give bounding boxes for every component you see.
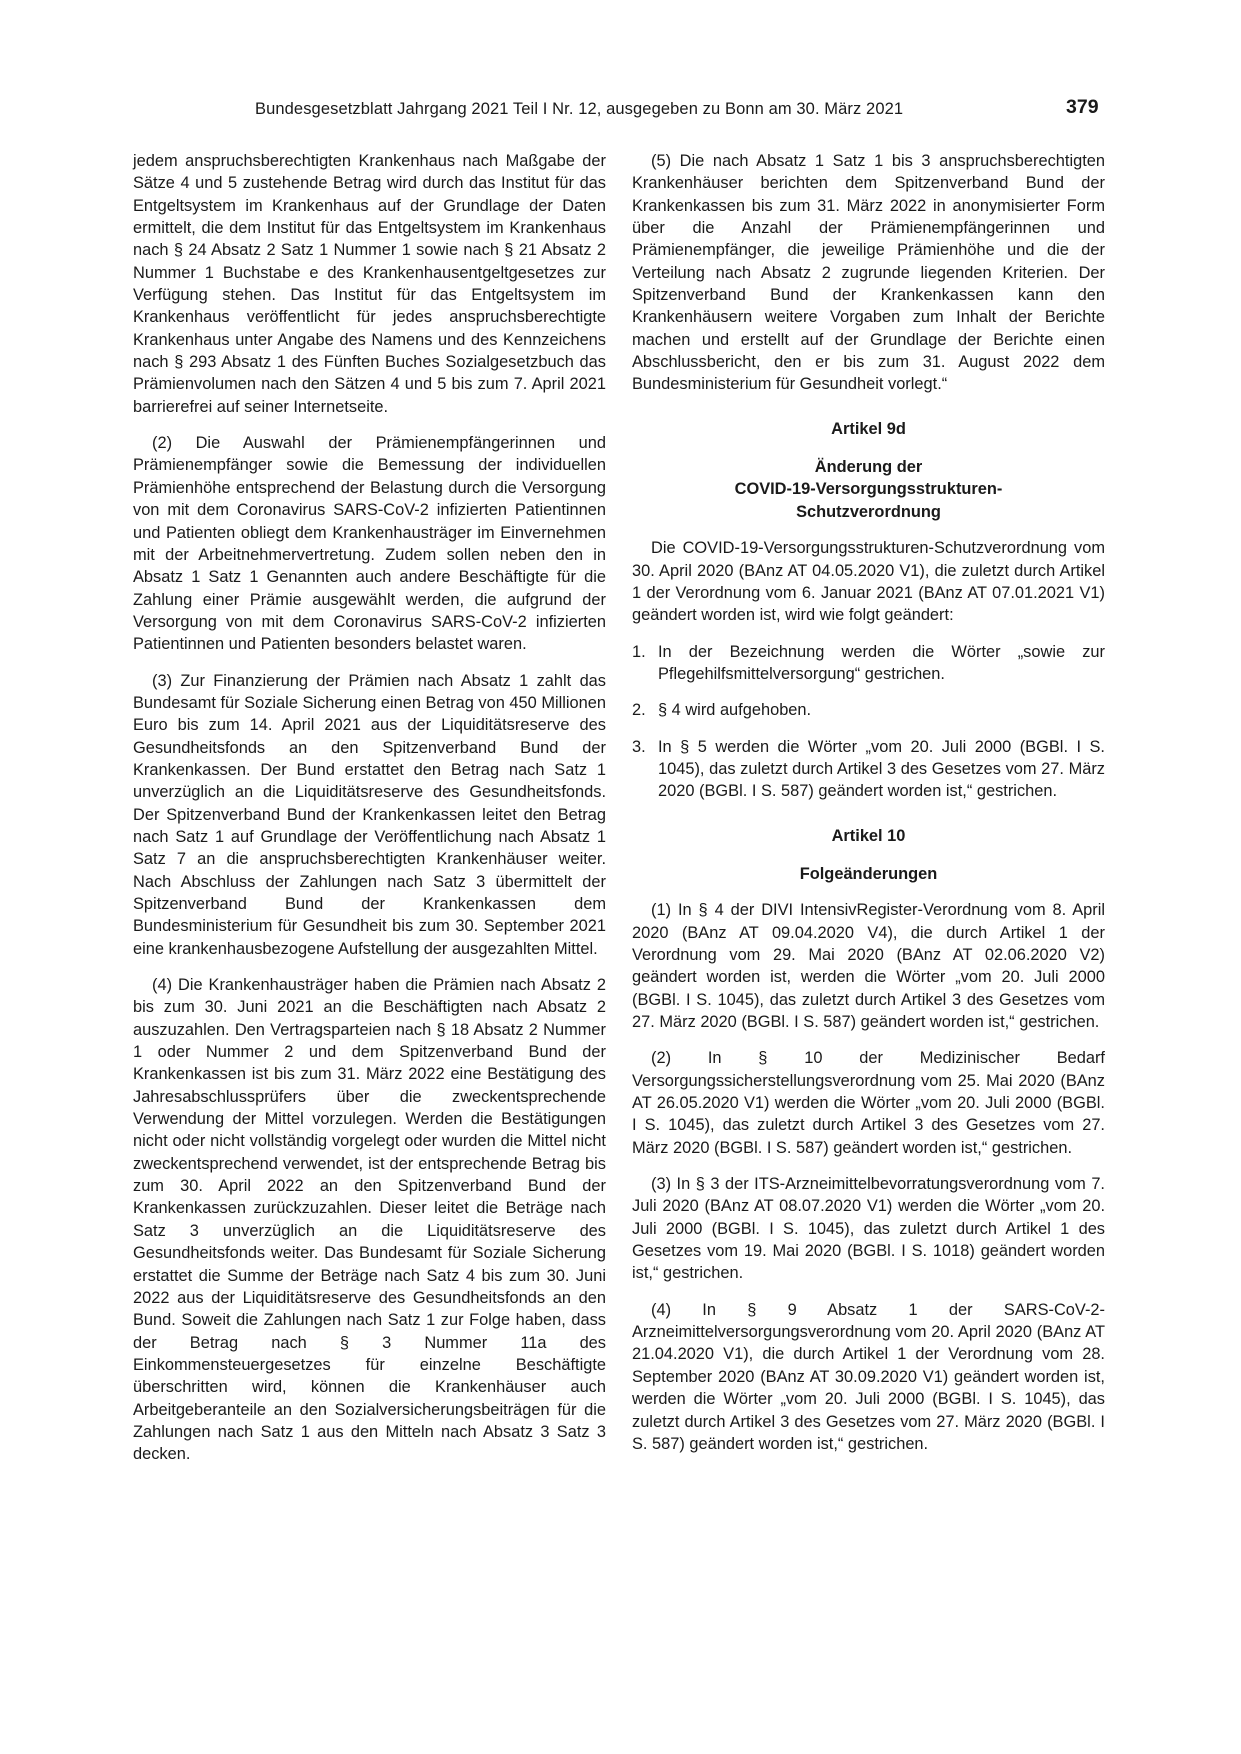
list-item-text: § 4 wird aufgehoben. <box>658 701 812 720</box>
list-item-number: 3. <box>632 737 646 756</box>
article-10-paragraph-1: (1) In § 4 der DIVI IntensivRegister-Verordnung vom 8. April 2020 (BAnz AT 09.04.2020 V4), die durch Artikel 1 der Verordnung vom 29. Mai 2020 (BAnz AT 02.06.2020 V2) geändert worden ist, werden die Wörter „vom 20. Juli 2000 (BGBl. I S. 1045), das zuletzt durch Artikel 3 des Gesetzes vom 27. März 2020 (BGBl. I S. 587) geändert worden ist,“ gestrichen. <box>632 901 1105 1031</box>
header-title: Bundesgesetzblatt Jahrgang 2021 Teil I Nr. 12, ausgegeben zu Bonn am 30. März 2021 <box>255 100 904 118</box>
article-10-subtitle: Folgeänderungen <box>799 864 938 883</box>
list-item <box>632 736 1105 803</box>
amendment-list <box>632 641 1105 803</box>
article-9d-subtitle <box>632 456 1105 523</box>
article-9d-subtitle-line-1: Änderung der <box>814 458 923 477</box>
paragraph-2: (2) Die Auswahl der Prämienempfängerinnen und Prämienempfänger sowie die Bemessung der individuellen Prämienhöhe entsprechend der Belastung durch die Versorgung von mit dem Coronavirus SARS-CoV-2 infizierten Patientinnen und Patienten obliegt dem Krankenhausträger im Einvernehmen mit der Arbeitnehmervertretung. Zudem sollen neben den in Absatz 1 Satz 1 Genannten auch andere Beschäftigte für die Zahlung einer Prämie ausgewählt werden, die aufgrund der Versorgung von mit dem Coronavirus SARS-CoV-2 infizierten Patientinnen und Patienten besonders belastet waren. <box>133 434 606 654</box>
paragraph-continued: jedem anspruchsberechtigten Krankenhaus nach Maßgabe der Sätze 4 und 5 zustehende Betrag wird durch das Institut für das Entgeltsystem im Krankenhaus auf der Grundlage der Daten ermittelt, die dem Institut für das Entgeltsystem im Krankenhaus nach § 24 Absatz 2 Satz 1 Nummer 1 sowie nach § 21 Absatz 2 Nummer 1 Buchstabe e des Krankenhausentgeltgesetzes zur Verfügung stehen. Das Institut für das Entgeltsystem im Krankenhaus veröffentlicht für jedes anspruchsberechtigte Krankenhaus unter Angabe des Namens und des Kennzeichens nach § 293 Absatz 1 des Fünften Buches Sozialgesetzbuch das Prämienvolumen nach den Sätzen 4 und 5 bis zum 7. April 2021 barrierefrei auf seiner Internetseite. <box>133 152 606 416</box>
paragraph-5: (5) Die nach Absatz 1 Satz 1 bis 3 anspruchsberechtigten Krankenhäuser berichten dem Spitzenverband Bund der Krankenkassen bis zum 31. März 2022 in anonymisierter Form über die Anzahl der Prämienempfängerinnen und Prämienempfänger, die jeweilige Prämienhöhe und die der Verteilung nach Absatz 2 zugrunde liegenden Kriterien. Der Spitzenverband Bund der Krankenkassen kann den Krankenhäusern weitere Vorgaben zum Inhalt der Berichte machen und erstellt auf der Grundlage der Berichte einen Abschlussbericht, den er bis zum 31. August 2022 dem Bundesministerium für Gesundheit vorlegt.“ <box>632 152 1105 394</box>
article-10-paragraph-4: (4) In § 9 Absatz 1 der SARS-CoV-2-Arzneimittelversorgungsverordnung vom 20. April 2020 (BAnz AT 21.04.2020 V1), die durch Artikel 1 der Verordnung vom 28. September 2020 (BAnz AT 30.09.2020 V1) geändert worden ist, werden die Wörter „vom 20. Juli 2000 (BGBl. I S. 1045), das zuletzt durch Artikel 3 des Gesetzes vom 27. März 2020 (BGBl. I S. 587) geändert worden ist,“ gestrichen. <box>632 1300 1105 1453</box>
article-9d-subtitle-line-2: COVID-19-Versorgungsstrukturen- <box>734 480 1003 499</box>
list-item <box>632 699 1105 721</box>
left-column <box>133 150 606 1480</box>
list-item-number: 2. <box>632 701 646 720</box>
running-header <box>0 96 1241 126</box>
article-10-paragraph-3: (3) In § 3 der ITS-Arzneimittelbevorratungsverordnung vom 7. Juli 2020 (BAnz AT 08.07.2020 V1) werden die Wörter „vom 20. Juli 2000 (BGBl. I S. 1045), das zuletzt durch Artikel 1 des Gesetzes vom 19. Mai 2020 (BGBl. I S. 1018) geändert worden ist,“ gestrichen. <box>632 1175 1105 1283</box>
article-9d-title: Artikel 9d <box>831 419 906 438</box>
page-number: 379 <box>1066 96 1099 118</box>
list-item-text: In § 5 werden die Wörter „vom 20. Juli 2000 (BGBl. I S. 1045), das zuletzt durch Artikel 3 des Gesetzes vom 27. März 2020 (BGBl. I S. 587) geändert worden ist,“ gestrichen. <box>658 737 1105 801</box>
paragraph-3: (3) Zur Finanzierung der Prämien nach Absatz 1 zahlt das Bundesamt für Soziale Sicherung einen Betrag von 450 Millionen Euro bis zum 14. April 2021 aus der Liquiditätsreserve des Gesundheitsfonds an den Spitzenverband Bund der Krankenkassen. Der Bund erstattet den Betrag nach Satz 1 unverzüglich an die Liquiditätsreserve des Gesundheitsfonds. Der Spitzenverband Bund der Krankenkassen leitet den Betrag nach Satz 1 auf Grundlage der Veröffentlichung nach Absatz 1 Satz 7 an die anspruchsberechtigten Krankenhäuser weiter. Nach Abschluss der Zahlungen nach Satz 3 übermittelt der Spitzenverband Bund der Krankenkassen dem Bundesministerium für Gesundheit bis zum 30. September 2021 eine krankenhausbezogene Aufstellung der ausgezahlten Mittel. <box>133 671 606 958</box>
article-9d-subtitle-line-3: Schutzverordnung <box>796 502 941 521</box>
article-10-title: Artikel 10 <box>831 826 906 845</box>
list-item <box>632 641 1105 686</box>
list-item-number: 1. <box>632 642 646 661</box>
paragraph-4: (4) Die Krankenhausträger haben die Prämien nach Absatz 2 bis zum 30. Juni 2021 an die Beschäftigten nach Absatz 2 auszuzahlen. Den Vertragsparteien nach § 18 Absatz 2 Nummer 1 oder Nummer 2 und dem Spitzenverband Bund der Krankenkassen ist bis zum 31. März 2022 eine Bestätigung des Jahresabschlussprüfers über die zweckentsprechende Verwendung der Mittel vorzulegen. Werden die Bestätigungen nicht oder nicht vollständig vorgelegt oder wurden die Mittel nicht zweckentsprechend verwendet, ist der entsprechende Betrag bis zum 30. April 2022 an den Spitzenverband Bund der Krankenkassen zurückzuzahlen. Dieser leitet die Beträge nach Satz 3 unverzüglich an die Liquiditätsreserve des Gesundheitsfonds weiter. Das Bundesamt für Soziale Sicherung erstattet die Summe der Beträge nach Satz 4 bis zum 30. Juni 2022 aus der Liquiditätsreserve des Gesundheitsfonds an den Bund. Soweit die Zahlungen nach Satz 1 zur Folge haben, dass der Betrag nach § 3 Nummer 11a des Einkommensteuergesetzes für einzelne Beschäftigte überschritten wird, können die Krankenhäuser auch Arbeitgeberanteile an den Sozialversicherungsbeiträgen für die Zahlungen nach Satz 1 aus den Mitteln nach Absatz 3 Satz 3 decken. <box>133 976 606 1464</box>
article-9d-intro: Die COVID-19-Versorgungsstrukturen-Schutzverordnung vom 30. April 2020 (BAnz AT 04.05.2020 V1), die zuletzt durch Artikel 1 der Verordnung vom 6. Januar 2021 (BAnz AT 07.01.2021 V1) geändert worden ist, wird wie folgt geändert: <box>632 539 1105 625</box>
article-10-paragraph-2: (2) In § 10 der Medizinischer Bedarf Versorgungssicherstellungsverordnung vom 25. Mai 2020 (BAnz AT 26.05.2020 V1) werden die Wörter „vom 20. Juli 2000 (BGBl. I S. 1045), das zuletzt durch Artikel 3 des Gesetzes vom 27. März 2020 (BGBl. I S. 587) geändert worden ist,“ gestrichen. <box>632 1049 1105 1157</box>
right-column <box>632 150 1105 1469</box>
list-item-text: In der Bezeichnung werden die Wörter „sowie zur Pflegehilfsmittelversorgung“ gestrichen. <box>658 642 1105 683</box>
